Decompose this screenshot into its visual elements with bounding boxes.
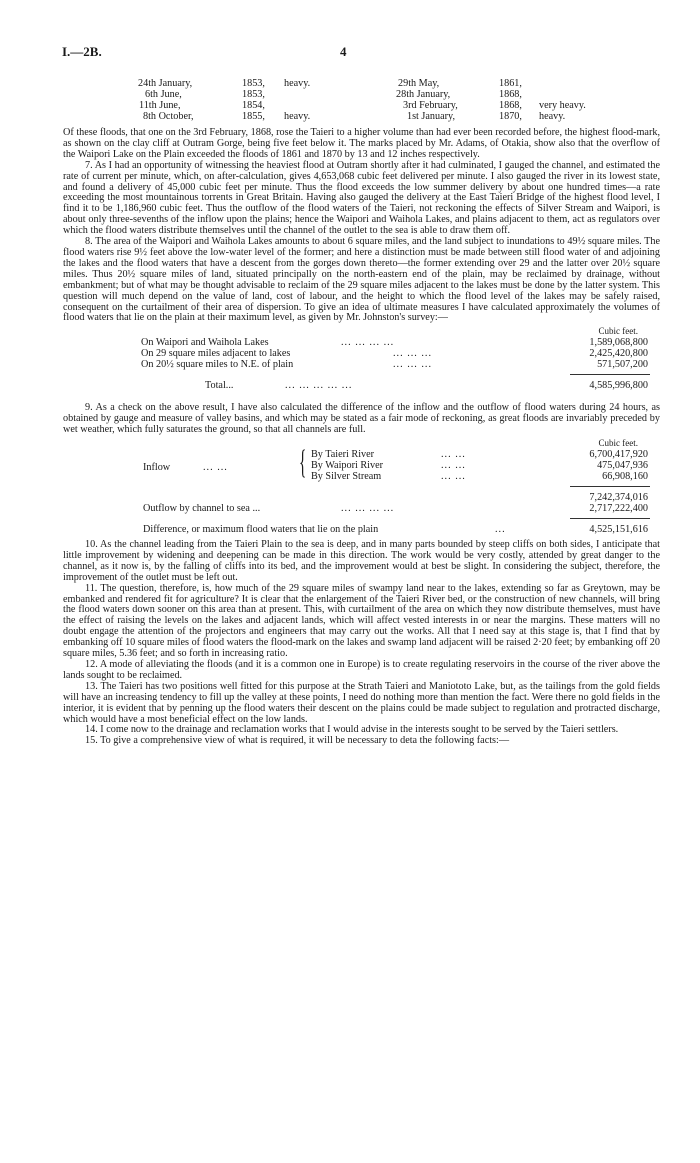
flood-year: 1868, (499, 100, 522, 111)
row-label: On 20½ square miles to N.E. of plain (141, 359, 294, 371)
flood-year: 1854, (242, 100, 265, 111)
row-value: 475,047,936 (597, 460, 648, 472)
table-total-row (63, 380, 660, 391)
row-label: By Taieri River (311, 449, 375, 461)
paragraph-15: 15. To give a comprehensive view of what is required, it will be necessary to deta the following facts:— (85, 735, 510, 747)
flood-year: 1861, (499, 78, 522, 89)
paragraph-10: 10. As the channel leading from the Taieri Plain to the sea is deep, and in many parts bounded by steep cliffs on both sides, I anticipate that little improvement by widening and deepening can be made in this direction. The work would be very costly, attended by great danger to the channel, as it now is, by the falling of cliffs into its bed, and the improvement would at best be slight. In considering the subject, therefore, the improvement of the outlet must be left out. (63, 539, 660, 583)
leader-dots: ... ... ... ... ... (285, 380, 353, 392)
paragraph-8: 8. The area of the Waipori and Waihola Lakes amounts to about 6 square miles, and the land subject to inundations to 49½ square miles. The flood waters rise 9½ feet above the low-water level of the former; and here a distinction must be made between still flood water of and adjoining the lakes and the flood waters that have a descent from the gorges down thereto—the former extending over 29 and the latter over 20½ square miles. Thus 20½ square miles of land, situated principally on the north-eastern end of the plain, may be reclaimed by drainage, without embankment; but of what may be thought advisable to reclaim of the 29 square miles adjacent to the lakes must be done by the latter system. This question will much depend on the value of land, cost of labour, and the height to which the flood level of the lakes may be safely raised, consequent on the curtailment of their area of dispersion. To give an idea of ultimate measures I have calculated approximately the volumes of flood waters that lie on the plain at their maximum level, as given by Mr. Johnston's survey:— (63, 236, 660, 324)
flood-list-left (138, 78, 338, 124)
row-label: On 29 square miles adjacent to lakes (141, 348, 291, 360)
leader-dots: ... ... ... ... (341, 337, 395, 349)
leader-dots: ... (495, 524, 506, 536)
report-body (63, 128, 660, 747)
flood-entry (138, 100, 338, 111)
volume-table (63, 326, 660, 403)
difference-row (63, 524, 660, 535)
flood-year: 1868, (499, 89, 522, 100)
flood-date: 29th May, (398, 78, 440, 89)
row-value: 1,589,068,800 (589, 337, 648, 349)
inflow-outflow-table (63, 438, 660, 574)
unit-label: Cubic feet. (598, 438, 638, 449)
paragraph-13: 13. The Taieri has two positions well fitted for this purpose at the Strath Taieri and Maniototo Lake, but, as the tailings from the gold fields will have an increasing tendency to fill up the valley at these points, I need do nothing more than mention the fact. Were there no gold fields in the interior, it is evident that by penning up the flood waters their descent on the plains could be made subject to regulation and protracted discharge, which would have a most beneficial effect on the low lands. (63, 680, 660, 725)
inflow-total-row (63, 492, 660, 503)
flood-date: 3rd February, (403, 100, 458, 111)
row-label: Difference, or maximum flood waters that lie on the plain (143, 524, 379, 536)
leader-dots: ... ... (203, 462, 228, 474)
inflow-label: Inflow (143, 462, 171, 474)
flood-list-right (396, 78, 616, 124)
flood-year: 1853, (242, 89, 265, 100)
flood-date: 11th June, (139, 100, 181, 111)
table-row (63, 471, 660, 482)
flood-date: 6th June, (145, 89, 182, 100)
table-row (63, 337, 660, 348)
unit-label: Cubic feet. (598, 326, 638, 337)
table-row (63, 449, 660, 460)
row-label: By Waipori River (311, 460, 383, 472)
flood-entry (396, 78, 616, 89)
leader-dots: ... ... ... (393, 359, 433, 371)
flood-note: heavy. (284, 111, 311, 122)
flood-date: 8th October, (143, 111, 194, 122)
flood-date: 28th January, (396, 89, 451, 100)
table-unit-row (63, 326, 660, 337)
flood-entry (138, 78, 338, 89)
flood-note: heavy. (539, 111, 566, 122)
flood-entry (138, 111, 338, 122)
flood-note: very heavy. (539, 100, 586, 111)
subtotal-rule (570, 486, 650, 487)
page-number: 4 (340, 44, 347, 59)
table-row (63, 359, 660, 370)
row-label: On Waipori and Waihola Lakes (141, 337, 269, 349)
flood-year: 1855, (242, 111, 265, 122)
row-value: 66,908,160 (602, 471, 648, 483)
paragraph-11: 11. The question, therefore, is, how much of the 29 square miles of swampy land near to the lakes, extending so far as Greytown, may be embanked and rendered fit for agriculture? It is clear that the enlargement of the Taieri River bed, or the construction of new channels, will bring the flood waters down sooner on this area than at present. This, with curtailment of the area on which they now distribute themselves, must have the effect of raising the levels on the lakes and adjacent lands, which will affect vested interests in or near the margins. These matters will no doubt engage the attention of the projectors and engineers that may carry out the works. All that I need say at this stage is, that I find that by embanking off 10 square miles of flood waters the flood-mark on the lakes and swamp land adjacent will be raised 2·20 feet; by embanking off 20 square miles, 5.36 feet; and so forth in increasing ratio. (63, 582, 660, 660)
flood-entry (396, 89, 616, 100)
flood-entry (396, 111, 616, 122)
total-value: 4,585,996,800 (589, 380, 648, 392)
row-label: Outflow by channel to sea ... (143, 503, 261, 515)
flood-entry (396, 100, 616, 111)
row-value: 6,700,417,920 (589, 449, 648, 461)
leader-dots: ... ... (441, 460, 466, 472)
row-value: 4,525,151,616 (589, 524, 648, 536)
leader-dots: ... ... ... (393, 348, 433, 360)
flood-date: 24th January, (138, 78, 193, 89)
flood-year: 1870, (499, 111, 522, 122)
flood-date: 1st January, (407, 111, 456, 122)
row-value: 571,507,200 (597, 359, 648, 371)
leader-dots: ... ... ... ... (341, 503, 395, 515)
paragraph-9: 9. As a check on the above result, I have also calculated the difference of the inflow and the outflow of flood waters during 24 hours, as obtained by gauge and measure of valley basins, and which may be stated as a fair mode of reckoning, as great floods are invariably preceded by wet weather, which fully saturates the ground, so that all channels are full. (63, 402, 660, 436)
leader-dots: ... ... (441, 449, 466, 461)
flood-year: 1853, (242, 78, 265, 89)
paragraph-14: 14. I come now to the drainage and reclamation works that I would advise in the interests sought to be served by the Taieri settlers. (85, 724, 619, 736)
row-value: 2,425,420,800 (589, 348, 648, 360)
inflow-total-value: 7,242,374,016 (589, 492, 648, 504)
flood-entry (138, 89, 338, 100)
row-label: By Silver Stream (311, 471, 382, 483)
brace: { (299, 444, 307, 482)
row-value: 2,717,222,400 (589, 503, 648, 515)
paragraph-7: 7. As I had an opportunity of witnessing the heaviest flood at Outram shortly after it had culminated, I gauged the channel, and estimated the rate of current per minute, which, on after-calculation, gives 4,653,068 cubic feet delivered per minute. I also gauged the river in its lowest state, and found a delivery of 45,000 cubic feet per minute. Thus the flood exceeds the low summer delivery by about one hundred times—a rate exceeding the most mountainous torrents in Great Britain. Having also gauged the delivery at the East Taieri Bridge of the highest flood level, I find it to be 1,186,960 cubic feet. Thus the outflow of the flood waters of the Taieri, not reckoning the effects of Silver Stream and Waipori, is about only three-sevenths of the inflow upon the plains; hence the Waipori and Waihola Lakes, and plains adjacent to them, act as regulators over which the flood waters distribute themselves until the channel of the outlet to the sea is able to draw them off. (63, 159, 660, 237)
document-reference: I.—2B. (62, 44, 102, 59)
paragraph-6: Of these floods, that one on the 3rd February, 1868, rose the Taieri to a higher volume than had ever been recorded before, the highest flood-mark, as shown on the clay cliff at Outram Gorge, being five feet below it. The marks placed by Mr. Adams, of Otakia, show also that the overflow of the Waipori Lake on the Plain exceeded the floods of 1861 and 1870 by 13 and 12 inches respectively. (63, 127, 660, 160)
leader-dots: ... ... (441, 471, 466, 483)
outflow-row (63, 503, 660, 514)
paragraph-12: 12. A mode of alleviating the floods (and it is a common one in Europe) is to create regulating reservoirs in the course of the river above the lands sought to be reclaimed. (63, 659, 660, 681)
table-unit-row (63, 438, 660, 449)
total-label: Total... (205, 380, 234, 392)
table-row (63, 460, 660, 474)
flood-note: heavy. (284, 78, 311, 89)
difference-rule (570, 518, 650, 519)
total-rule (570, 374, 650, 375)
table-row (63, 348, 660, 359)
